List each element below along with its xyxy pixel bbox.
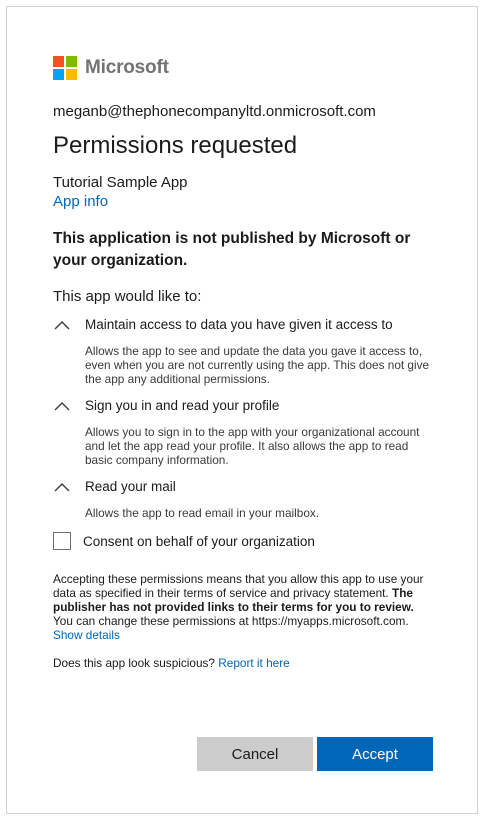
logo-blue-square: [53, 69, 64, 80]
permission-item-maintain-access: [53, 317, 435, 386]
sign-in-card: [6, 6, 478, 814]
permission-title: Sign you in and read your profile: [85, 398, 280, 413]
permission-item-sign-in: [53, 398, 435, 467]
logo-red-square: [53, 56, 64, 67]
permission-description: Allows you to sign in to the app with your organizational account and let the app read your profile. It also allows the app to read basic company information.: [85, 425, 420, 467]
permission-toggle-maintain-access[interactable]: [53, 317, 435, 332]
report-link[interactable]: Report it here: [218, 656, 290, 670]
consent-label: Consent on behalf of your organization: [83, 533, 315, 549]
chevron-up-icon: [53, 480, 71, 494]
microsoft-logo: [53, 55, 435, 81]
cancel-button[interactable]: Cancel: [197, 737, 313, 771]
permission-description: Allows the app to see and update the data you gave it access to, even when you are not currently using the app. This does not give the app any additional permissions.: [85, 344, 430, 386]
publisher-warning: This application is not published by Microsoft or your organization.: [53, 230, 411, 269]
app-info-link[interactable]: App info: [53, 193, 109, 210]
permission-title: Read your mail: [85, 479, 176, 494]
suspicious-notice: [53, 656, 435, 670]
logo-green-square: [66, 56, 77, 67]
account-email: meganb@thephonecompanyltd.onmicrosoft.com: [53, 103, 376, 120]
suspicious-text: Does this app look suspicious?: [53, 656, 219, 670]
logo-yellow-square: [66, 69, 77, 80]
permissions-intro: This app would like to:: [53, 288, 202, 305]
consent-row[interactable]: [53, 532, 435, 550]
chevron-up-icon: [53, 318, 71, 332]
permission-title: Maintain access to data you have given it access to: [85, 317, 393, 332]
page-title: Permissions requested: [53, 132, 298, 159]
permission-item-read-mail: [53, 479, 435, 520]
app-name: Tutorial Sample App: [53, 174, 188, 191]
button-row: [197, 737, 433, 771]
legal-bold-text: The publisher has not provided links to their terms for you to review.: [53, 586, 414, 614]
logo-text: Microsoft: [85, 57, 169, 78]
accept-button[interactable]: Accept: [317, 737, 433, 771]
permission-toggle-read-mail[interactable]: [53, 479, 435, 494]
permission-description: Allows the app to read email in your mailbox.: [85, 506, 320, 520]
permission-toggle-sign-in[interactable]: [53, 398, 435, 413]
card-content: [53, 55, 435, 670]
chevron-up-icon: [53, 399, 71, 413]
legal-notice: [53, 572, 435, 642]
microsoft-logo-icon: [53, 56, 77, 80]
consent-checkbox[interactable]: [53, 532, 71, 550]
legal-text-2: You can change these permissions at https://myapps.microsoft.com.: [53, 614, 409, 628]
show-details-link[interactable]: Show details: [53, 628, 120, 642]
legal-text: Accepting these permissions means that you allow this app to use your data as specified in their terms of service and privacy statement.: [53, 572, 424, 600]
